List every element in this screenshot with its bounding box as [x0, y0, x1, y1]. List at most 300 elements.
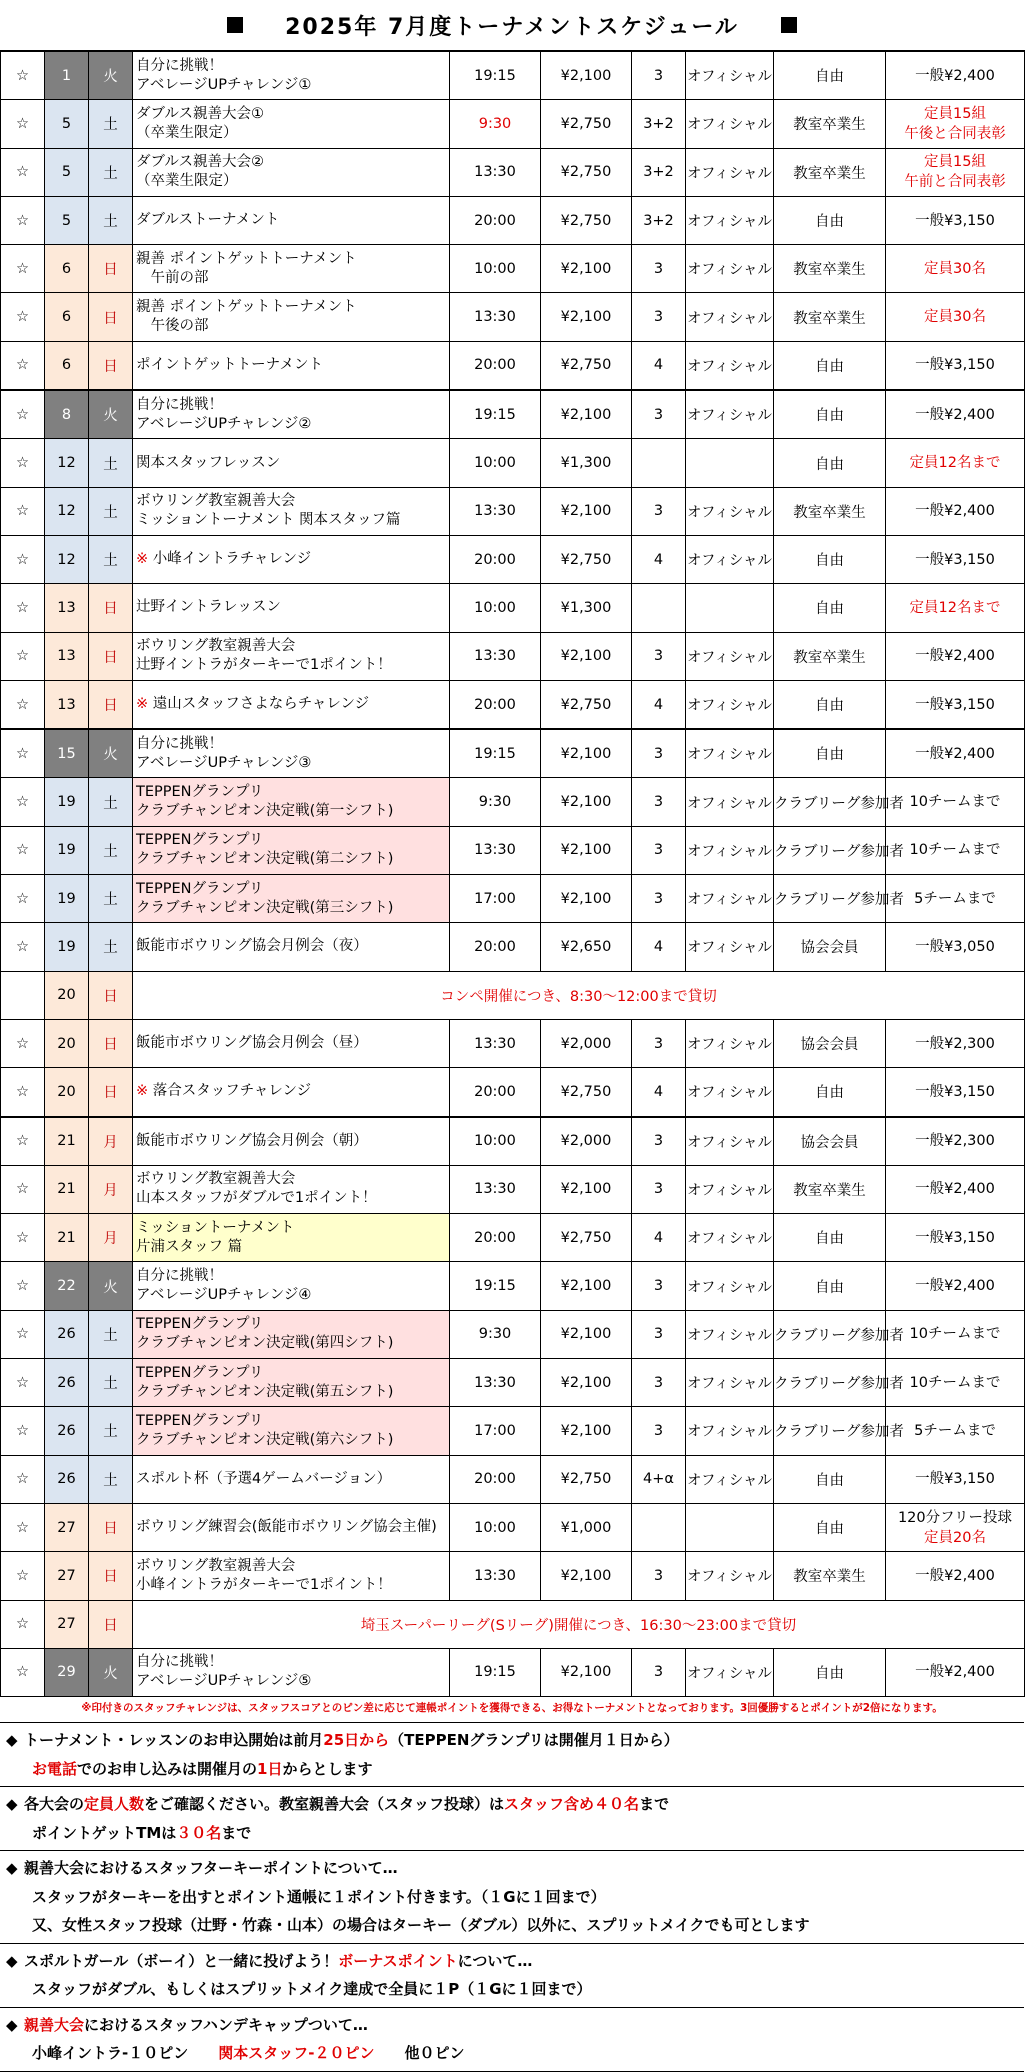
- start-time-cell: 20:00: [450, 1214, 541, 1262]
- event-name-cell: [133, 51, 450, 100]
- info-line: [6, 1883, 1024, 1912]
- price-cell: ¥2,000: [541, 1117, 632, 1166]
- start-time-cell: 10:00: [450, 245, 541, 293]
- eligibility-cell: 自由: [774, 729, 886, 778]
- diamond-bullet-icon: ◆: [6, 1951, 18, 1970]
- info-text: トーナメント・レッスンのお申込開始は前月: [24, 1731, 324, 1749]
- games-cell: 3: [632, 1407, 686, 1455]
- price-cell: ¥2,100: [541, 1552, 632, 1600]
- weekday-cell: 月: [89, 1165, 133, 1213]
- note-line: 120分フリー投球: [897, 1509, 1013, 1526]
- date-cell: 20: [45, 971, 89, 1019]
- price-cell: ¥2,100: [541, 1648, 632, 1696]
- date-cell: 26: [45, 1455, 89, 1503]
- event-name-cell: [133, 1359, 450, 1407]
- event-name-cell: [133, 875, 450, 923]
- favorite-star-icon: ☆: [1, 487, 45, 535]
- note-cell: [886, 293, 1025, 341]
- weekday-cell: 日: [89, 293, 133, 341]
- note-line: 一般¥2,400: [915, 1664, 995, 1681]
- price-cell: ¥2,100: [541, 487, 632, 535]
- favorite-star-icon: ☆: [1, 1262, 45, 1310]
- event-name-line: 飯能市ボウリング協会月例会（夜）: [136, 938, 368, 955]
- type-cell: [686, 1503, 774, 1551]
- type-cell: オフィシャル: [686, 100, 774, 148]
- start-time-cell: 10:00: [450, 439, 541, 487]
- start-time-cell: 9:30: [450, 778, 541, 826]
- date-cell: 15: [45, 729, 89, 778]
- type-cell: オフィシャル: [686, 923, 774, 971]
- info-text: ボーナスポイント: [338, 1951, 458, 1970]
- note-line: 定員30名: [924, 260, 986, 277]
- event-name-line: 自分に挑戦！: [136, 1268, 223, 1285]
- price-cell: ¥2,750: [541, 1455, 632, 1503]
- table-row: [1, 729, 1025, 778]
- type-cell: オフィシャル: [686, 1214, 774, 1262]
- start-time-cell: 13:30: [450, 1552, 541, 1600]
- table-row: [1, 1262, 1025, 1310]
- games-cell: 3: [632, 51, 686, 100]
- note-cell: [886, 535, 1025, 583]
- favorite-star-icon: ☆: [1, 439, 45, 487]
- date-cell: 1: [45, 51, 89, 100]
- info-text: をご確認ください。教室親善大会（スタッフ投球）は: [144, 1795, 505, 1813]
- eligibility-cell: 教室卒業生: [774, 100, 886, 148]
- table-row: [1, 778, 1025, 826]
- event-name-line: ポイントゲットトーナメント: [136, 356, 324, 373]
- info-block: [0, 1850, 1024, 1943]
- favorite-star-icon: ☆: [1, 680, 45, 729]
- event-name-line: ボウリング教室親善大会: [136, 638, 296, 655]
- event-name-line: ダブルストーナメント: [136, 212, 280, 229]
- info-text: 定員人数: [84, 1795, 145, 1813]
- start-time-cell: 13:30: [450, 148, 541, 196]
- note-cell: [886, 1019, 1025, 1067]
- start-time-cell: 9:30: [450, 100, 541, 148]
- info-block: [0, 1786, 1024, 1850]
- note-line: 一般¥2,400: [915, 1181, 995, 1198]
- games-cell: 3: [632, 1019, 686, 1067]
- games-cell: 3: [632, 245, 686, 293]
- weekday-cell: 日: [89, 245, 133, 293]
- table-row: [1, 584, 1025, 632]
- eligibility-cell: 自由: [774, 1068, 886, 1117]
- note-line: 午前と合同表彰: [904, 174, 1006, 191]
- type-cell: オフィシャル: [686, 1310, 774, 1358]
- info-block: [0, 1943, 1024, 2007]
- price-cell: ¥2,100: [541, 875, 632, 923]
- favorite-star-icon: ☆: [1, 1455, 45, 1503]
- date-cell: 12: [45, 439, 89, 487]
- games-cell: 3: [632, 875, 686, 923]
- price-cell: ¥2,100: [541, 1310, 632, 1358]
- note-cell: [886, 875, 1025, 923]
- favorite-star-icon: ☆: [1, 778, 45, 826]
- note-cell: [886, 148, 1025, 196]
- note-line: 定員30名: [924, 309, 986, 326]
- type-cell: オフィシャル: [686, 1019, 774, 1067]
- info-text: スタッフがダブル、もしくはスプリットメイク達成で全員に１P（１Gに１回まで）: [32, 1980, 592, 1998]
- date-cell: 5: [45, 196, 89, 244]
- weekday-cell: 火: [89, 1262, 133, 1310]
- info-text: からとします: [282, 1759, 373, 1778]
- event-name-line: 午前の部: [136, 269, 209, 286]
- diamond-bullet-icon: ◆: [6, 1795, 18, 1813]
- event-name-text: 遠山スタッフさよならチャレンジ: [148, 696, 370, 712]
- eligibility-cell: クラブリーグ参加者: [774, 1310, 886, 1358]
- info-line: [6, 1947, 1024, 1976]
- start-time-cell: 19:15: [450, 390, 541, 439]
- table-row: [1, 535, 1025, 583]
- eligibility-cell: 教室卒業生: [774, 245, 886, 293]
- games-cell: 4: [632, 341, 686, 390]
- start-time-cell: 13:30: [450, 293, 541, 341]
- table-row: [1, 293, 1025, 341]
- date-cell: 8: [45, 390, 89, 439]
- favorite-star-icon: ☆: [1, 875, 45, 923]
- start-time-cell: 20:00: [450, 341, 541, 390]
- price-cell: ¥2,100: [541, 1262, 632, 1310]
- event-name-line: アベレージUPチャレンジ②: [136, 415, 312, 432]
- table-row: [1, 390, 1025, 439]
- date-cell: 13: [45, 584, 89, 632]
- start-time-cell: 13:30: [450, 1019, 541, 1067]
- info-text: 各大会の: [24, 1795, 85, 1813]
- event-name-cell: [133, 1068, 450, 1117]
- start-time-cell: 10:00: [450, 584, 541, 632]
- event-name-line: ミッショントーナメント: [136, 1219, 295, 1236]
- event-name-line: クラブチャンピオン決定戦(第六シフト): [136, 1431, 394, 1448]
- eligibility-cell: 協会会員: [774, 1019, 886, 1067]
- type-cell: オフィシャル: [686, 826, 774, 874]
- title-text: 2025年 7月度トーナメントスケジュール: [285, 14, 739, 40]
- event-name-cell: [133, 1552, 450, 1600]
- note-cell: [886, 1503, 1025, 1551]
- note-cell: [886, 1359, 1025, 1407]
- weekday-cell: 土: [89, 1455, 133, 1503]
- eligibility-cell: 自由: [774, 439, 886, 487]
- info-text: まで: [221, 1823, 252, 1842]
- note-line: 一般¥3,150: [915, 696, 995, 713]
- date-cell: 22: [45, 1262, 89, 1310]
- date-cell: 6: [45, 293, 89, 341]
- type-cell: オフィシャル: [686, 778, 774, 826]
- games-cell: 3: [632, 632, 686, 680]
- note-cell: [886, 439, 1025, 487]
- table-row: [1, 1019, 1025, 1067]
- eligibility-cell: クラブリーグ参加者: [774, 826, 886, 874]
- info-line: [6, 1975, 1024, 2004]
- event-name-line: 飯能市ボウリング協会月例会（昼）: [136, 1035, 368, 1052]
- table-row: [1, 1648, 1025, 1696]
- event-name-line: クラブチャンピオン決定戦(第五シフト): [136, 1383, 394, 1400]
- date-cell: 21: [45, 1214, 89, 1262]
- event-name-line: 自分に挑戦！: [136, 396, 223, 413]
- table-row: [1, 1214, 1025, 1262]
- start-time-cell: 17:00: [450, 1407, 541, 1455]
- weekday-cell: 日: [89, 632, 133, 680]
- start-time-cell: 13:30: [450, 1165, 541, 1213]
- note-cell: [886, 1068, 1025, 1117]
- start-time-cell: 10:00: [450, 1503, 541, 1551]
- note-line: 一般¥3,150: [915, 357, 995, 374]
- note-cell: [886, 1165, 1025, 1213]
- type-cell: オフィシャル: [686, 148, 774, 196]
- eligibility-cell: クラブリーグ参加者: [774, 778, 886, 826]
- type-cell: オフィシャル: [686, 1552, 774, 1600]
- info-line: [6, 2039, 1024, 2068]
- weekday-cell: 土: [89, 439, 133, 487]
- weekday-cell: 日: [89, 1019, 133, 1067]
- challenge-mark: ※: [136, 1083, 149, 1100]
- price-cell: ¥2,750: [541, 148, 632, 196]
- weekday-cell: 日: [89, 341, 133, 390]
- note-line: 5チームまで: [914, 1422, 996, 1439]
- note-line: 一般¥2,400: [915, 1567, 995, 1584]
- favorite-star-icon: ☆: [1, 148, 45, 196]
- note-line: 定員15組: [924, 105, 986, 122]
- note-cell: [886, 1262, 1025, 1310]
- type-cell: オフィシャル: [686, 1648, 774, 1696]
- price-cell: ¥2,100: [541, 778, 632, 826]
- table-row: [1, 971, 1025, 1019]
- info-text: 親善大会: [24, 2015, 85, 2034]
- event-name-cell: [133, 1117, 450, 1166]
- diamond-bullet-icon: ◆: [6, 2015, 18, 2034]
- start-time-cell: 19:15: [450, 51, 541, 100]
- event-name-cell: [133, 1019, 450, 1067]
- type-cell: オフィシャル: [686, 1117, 774, 1166]
- date-cell: 26: [45, 1359, 89, 1407]
- note-cell: [886, 390, 1025, 439]
- eligibility-cell: 自由: [774, 1262, 886, 1310]
- note-line: 10チームまで: [909, 1374, 1001, 1391]
- event-name-line: TEPPENグランプリ: [136, 784, 264, 801]
- eligibility-cell: 協会会員: [774, 1117, 886, 1166]
- event-name-line: 午後の部: [136, 318, 209, 335]
- price-cell: ¥2,100: [541, 1407, 632, 1455]
- event-name-line: （卒業生限定）: [136, 173, 238, 190]
- event-name-line: アベレージUPチャレンジ⑤: [136, 1673, 312, 1690]
- note-line: 一般¥2,400: [915, 745, 995, 762]
- note-cell: [886, 1407, 1025, 1455]
- type-cell: オフィシャル: [686, 632, 774, 680]
- table-row: [1, 100, 1025, 148]
- price-cell: ¥2,750: [541, 1214, 632, 1262]
- weekday-cell: 日: [89, 1503, 133, 1551]
- info-text: 関本スタッフ-２０ピン: [218, 2044, 375, 2062]
- table-row: [1, 341, 1025, 390]
- table-row: [1, 245, 1025, 293]
- games-cell: 4: [632, 535, 686, 583]
- weekday-cell: 日: [89, 971, 133, 1019]
- event-name-line: TEPPENグランプリ: [136, 832, 264, 849]
- table-row: [1, 1552, 1025, 1600]
- challenge-mark: ※: [136, 551, 149, 568]
- favorite-star-icon: ☆: [1, 1310, 45, 1358]
- price-cell: ¥2,750: [541, 1068, 632, 1117]
- eligibility-cell: 教室卒業生: [774, 487, 886, 535]
- table-row: [1, 826, 1025, 874]
- event-name-text: 落合スタッフチャレンジ: [148, 1083, 312, 1100]
- info-line: [6, 1819, 1024, 1848]
- event-name-cell: [133, 1455, 450, 1503]
- eligibility-cell: 教室卒業生: [774, 148, 886, 196]
- type-cell: オフィシャル: [686, 245, 774, 293]
- weekday-cell: 土: [89, 535, 133, 583]
- event-name-line: 自分に挑戦！: [136, 57, 223, 74]
- note-cell: [886, 680, 1025, 729]
- event-name-line: [136, 550, 449, 569]
- favorite-star-icon: ☆: [1, 341, 45, 390]
- date-cell: 19: [45, 826, 89, 874]
- info-text: でのお申し込みは開催月の: [77, 1759, 258, 1778]
- event-name-line: クラブチャンピオン決定戦(第二シフト): [136, 851, 394, 868]
- date-cell: 27: [45, 1503, 89, 1551]
- eligibility-cell: 自由: [774, 1455, 886, 1503]
- eligibility-cell: 自由: [774, 1503, 886, 1551]
- event-name-line: 片浦スタッフ 篇: [136, 1238, 243, 1255]
- info-text: ポイントゲットTMは: [32, 1823, 177, 1842]
- event-name-line: TEPPENグランプリ: [136, 1316, 264, 1333]
- event-name-line: 親善 ポイントゲットトーナメント: [136, 299, 357, 316]
- reserved-notice: コンペ開催につき、8:30～12:00まで貸切: [133, 971, 1025, 1019]
- note-line: 定員15組: [924, 154, 986, 171]
- event-name-line: ボウリング教室親善大会: [136, 493, 296, 510]
- games-cell: 3: [632, 1262, 686, 1310]
- event-name-line: ボウリング教室親善大会: [136, 1171, 296, 1188]
- table-row: [1, 1455, 1025, 1503]
- event-name-line: 自分に挑戦！: [136, 735, 223, 752]
- start-time-cell: 20:00: [450, 1455, 541, 1503]
- eligibility-cell: 自由: [774, 584, 886, 632]
- table-row: [1, 1117, 1025, 1166]
- event-name-line: 関本スタッフレッスン: [136, 454, 281, 471]
- event-name-line: 辻野イントラレッスン: [136, 599, 281, 616]
- type-cell: オフィシャル: [686, 1359, 774, 1407]
- favorite-star-icon: ☆: [1, 584, 45, 632]
- info-text: （TEPPENグランプリは開催月１日から）: [389, 1731, 679, 1749]
- event-name-line: ボウリング教室親善大会: [136, 1557, 296, 1574]
- weekday-cell: 火: [89, 729, 133, 778]
- info-line: [6, 1911, 1024, 1940]
- weekday-cell: 土: [89, 487, 133, 535]
- start-time-cell: 20:00: [450, 1068, 541, 1117]
- weekday-cell: 日: [89, 1552, 133, 1600]
- date-cell: 19: [45, 875, 89, 923]
- event-name-line: クラブチャンピオン決定戦(第一シフト): [136, 803, 394, 820]
- event-name-text: 小峰イントラチャレンジ: [148, 551, 312, 568]
- start-time-cell: 10:00: [450, 1117, 541, 1166]
- favorite-star-icon: [1, 971, 45, 1019]
- price-cell: ¥1,300: [541, 584, 632, 632]
- note-cell: [886, 196, 1025, 244]
- start-time-cell: 19:15: [450, 1262, 541, 1310]
- start-time-cell: 13:30: [450, 632, 541, 680]
- event-name-line: クラブチャンピオン決定戦(第四シフト): [136, 1335, 394, 1352]
- start-time-cell: 13:30: [450, 487, 541, 535]
- event-name-line: 飯能市ボウリング協会月例会（朝）: [136, 1132, 368, 1149]
- date-cell: 5: [45, 100, 89, 148]
- games-cell: 3: [632, 1117, 686, 1166]
- eligibility-cell: 自由: [774, 341, 886, 390]
- price-cell: ¥2,100: [541, 390, 632, 439]
- info-block: [0, 2007, 1024, 2072]
- event-name-line: 辻野イントラがターキーで1ポイント！: [136, 657, 392, 674]
- weekday-cell: 土: [89, 148, 133, 196]
- weekday-cell: 土: [89, 875, 133, 923]
- table-row: [1, 1068, 1025, 1117]
- info-line: [6, 1755, 1024, 1784]
- note-cell: [886, 51, 1025, 100]
- event-name-cell: [133, 1165, 450, 1213]
- note-line: 一般¥2,400: [915, 503, 995, 520]
- price-cell: ¥1,000: [541, 1503, 632, 1551]
- note-cell: [886, 245, 1025, 293]
- type-cell: オフィシャル: [686, 51, 774, 100]
- games-cell: 3: [632, 487, 686, 535]
- date-cell: 13: [45, 680, 89, 729]
- eligibility-cell: 教室卒業生: [774, 1165, 886, 1213]
- eligibility-cell: 自由: [774, 196, 886, 244]
- event-name-cell: [133, 148, 450, 196]
- games-cell: 3+2: [632, 148, 686, 196]
- price-cell: ¥2,750: [541, 196, 632, 244]
- games-cell: 3: [632, 293, 686, 341]
- favorite-star-icon: ☆: [1, 923, 45, 971]
- start-time-cell: 20:00: [450, 923, 541, 971]
- weekday-cell: 火: [89, 390, 133, 439]
- note-line: 一般¥2,400: [915, 648, 995, 665]
- eligibility-cell: 教室卒業生: [774, 1552, 886, 1600]
- weekday-cell: 日: [89, 584, 133, 632]
- games-cell: 3: [632, 826, 686, 874]
- start-time-cell: 19:15: [450, 1648, 541, 1696]
- info-block: [0, 1722, 1024, 1786]
- event-name-cell: [133, 923, 450, 971]
- date-cell: 27: [45, 1552, 89, 1600]
- info-text: 1日: [257, 1759, 283, 1778]
- weekday-cell: 日: [89, 1600, 133, 1648]
- event-name-cell: [133, 1214, 450, 1262]
- table-row: [1, 1503, 1025, 1551]
- games-cell: 3+2: [632, 100, 686, 148]
- event-name-cell: [133, 826, 450, 874]
- weekday-cell: 火: [89, 51, 133, 100]
- table-row: [1, 148, 1025, 196]
- eligibility-cell: 自由: [774, 680, 886, 729]
- note-line: 10チームまで: [909, 794, 1001, 811]
- event-name-line: TEPPENグランプリ: [136, 880, 264, 897]
- event-name-line: アベレージUPチャレンジ③: [136, 754, 312, 771]
- event-name-line: [136, 695, 449, 714]
- note-cell: [886, 826, 1025, 874]
- favorite-star-icon: ☆: [1, 196, 45, 244]
- note-line: 一般¥2,400: [915, 67, 995, 84]
- event-name-line: アベレージUPチャレンジ①: [136, 76, 312, 93]
- square-bullet-icon: [781, 17, 797, 33]
- note-cell: [886, 100, 1025, 148]
- event-name-line: 親善 ポイントゲットトーナメント: [136, 250, 357, 267]
- games-cell: [632, 584, 686, 632]
- type-cell: [686, 439, 774, 487]
- note-line: 一般¥3,050: [915, 938, 995, 955]
- info-text: 小峰イントラ-１０ピン: [32, 2044, 219, 2062]
- note-cell: [886, 1455, 1025, 1503]
- price-cell: ¥2,100: [541, 1359, 632, 1407]
- start-time-cell: 20:00: [450, 680, 541, 729]
- price-cell: ¥1,300: [541, 439, 632, 487]
